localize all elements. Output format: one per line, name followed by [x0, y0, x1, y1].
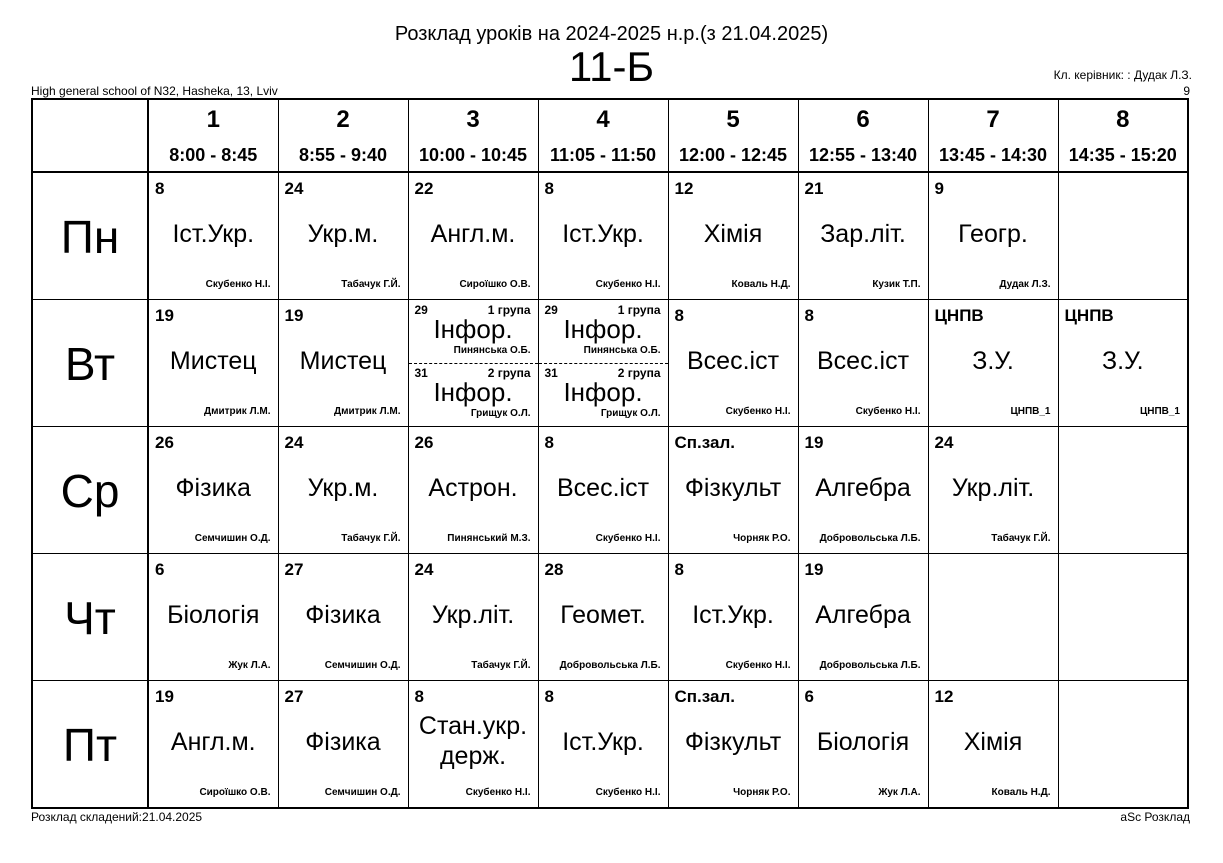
period-time: 12:55 - 13:40 [808, 145, 918, 165]
lesson-subject: Геомет. [560, 601, 646, 629]
lesson-room: 12 [674, 179, 694, 198]
lesson-cell [408, 554, 538, 681]
lesson-teacher: Дмитрик Л.М. [203, 406, 271, 417]
period-header-6 [798, 99, 928, 172]
lesson-cell [148, 681, 278, 809]
period-time: 11:05 - 11:50 [549, 145, 657, 165]
lesson-teacher: Семчишин О.Д. [324, 787, 401, 798]
class-teacher-number: 9 [1183, 84, 1190, 98]
lesson-subject: Біологія [167, 601, 260, 629]
lesson-cell [278, 681, 408, 809]
lesson-cell [928, 681, 1058, 809]
lesson-subject: Укр.літ. [951, 474, 1035, 502]
lesson-subject: Всес.іст [686, 347, 780, 375]
lesson-cell [798, 681, 928, 809]
lesson-group: 2 група [487, 366, 531, 380]
lesson-subject: Інфор. [433, 314, 513, 344]
period-time: 12:00 - 12:45 [678, 145, 788, 165]
empty-cell [1058, 427, 1188, 554]
lesson-room: 27 [284, 560, 304, 579]
period-number: 6 [856, 106, 870, 133]
lesson-teacher: Скубенко Н.І. [725, 406, 791, 417]
class-teacher: Кл. керівник: : Дудак Л.З. [1053, 68, 1192, 82]
lesson-subject: Хімія [703, 220, 763, 248]
lesson-cell [148, 172, 278, 300]
lesson-teacher: Пинянська О.Б. [583, 345, 661, 356]
lesson-teacher: Чорняк Р.О. [733, 787, 791, 798]
lesson-cell [668, 172, 798, 300]
lesson-teacher: Табачук Г.Й. [341, 533, 401, 544]
lesson-room: 27 [284, 687, 304, 706]
lesson-subject: Укр.м. [307, 474, 379, 502]
timetable-title: Розклад уроків на 2024-2025 н.р.(з 21.04.2025) [394, 23, 829, 45]
group-lesson [539, 363, 668, 426]
lesson-cell [148, 300, 278, 427]
lesson-room: 19 [804, 560, 824, 579]
lesson-subject: Англ.м. [430, 220, 516, 248]
lesson-room: 6 [155, 560, 165, 579]
lesson-subject: Укр.м. [307, 220, 379, 248]
lesson-room: 31 [544, 366, 558, 380]
day-name: Пн [60, 211, 120, 263]
lesson-teacher: Скубенко Н.І. [205, 279, 271, 290]
class-name: 11-Б [568, 43, 655, 90]
lesson-cell [148, 554, 278, 681]
period-header-8 [1058, 99, 1188, 172]
lesson-teacher: Дмитрик Л.М. [333, 406, 401, 417]
group-lesson [409, 363, 538, 426]
lesson-subject: Мистец [299, 347, 387, 375]
lesson-subject: Фізкульт [684, 728, 782, 756]
lesson-subject: Фізика [305, 601, 381, 629]
lesson-room: 19 [804, 433, 824, 452]
lesson-subject: Мистец [169, 347, 257, 375]
lesson-teacher: ЦНПВ_1 [1010, 406, 1051, 417]
created-date: Розклад складений:21.04.2025 [31, 810, 203, 824]
lesson-subject: З.У. [1101, 347, 1144, 375]
period-header-3 [408, 99, 538, 172]
lesson-subject: Іст.Укр. [562, 728, 644, 756]
lesson-room: 26 [155, 433, 174, 452]
period-header-5 [668, 99, 798, 172]
lesson-subject: Геогр. [958, 220, 1028, 248]
lesson-room: 8 [804, 306, 814, 325]
lesson-room: 8 [414, 687, 424, 706]
lesson-cell [668, 427, 798, 554]
lesson-teacher: Скубенко Н.І. [855, 406, 921, 417]
lesson-subject: Фізкульт [684, 474, 782, 502]
lesson-subject: Астрон. [428, 474, 518, 502]
lesson-room: ЦНПВ [934, 306, 984, 325]
lesson-teacher: Сироїшко О.В. [199, 787, 271, 798]
lesson-cell [928, 427, 1058, 554]
lesson-room: 8 [155, 179, 165, 198]
lesson-room: 29 [414, 303, 428, 317]
lesson-room: 8 [674, 560, 684, 579]
lesson-room: 19 [155, 687, 174, 706]
lesson-subject: Іст.Укр. [562, 220, 644, 248]
group-lesson [539, 300, 668, 364]
period-time: 14:35 - 15:20 [1068, 145, 1177, 165]
lesson-subject: Укр.літ. [431, 601, 515, 629]
lesson-teacher: Пинянська О.Б. [453, 345, 531, 356]
lesson-room: Сп.зал. [674, 687, 735, 706]
lesson-teacher: Грищук О.Л. [470, 408, 531, 419]
period-time: 8:00 - 8:45 [169, 145, 258, 165]
lesson-room: 8 [674, 306, 684, 325]
lesson-cell [538, 427, 668, 554]
lesson-cell [538, 681, 668, 809]
timetable-grid [31, 98, 1189, 809]
lesson-room: 8 [544, 433, 554, 452]
day-name-cell [32, 554, 148, 681]
lesson-cell [408, 427, 538, 554]
lesson-teacher: Табачук Г.Й. [471, 660, 531, 671]
lesson-room: 29 [544, 303, 558, 317]
lesson-cell [278, 554, 408, 681]
period-number: 5 [726, 106, 740, 133]
lesson-cell [928, 172, 1058, 300]
day-name-cell [32, 681, 148, 809]
lesson-cell [148, 427, 278, 554]
lesson-room: ЦНПВ [1064, 306, 1114, 325]
lesson-room: 6 [804, 687, 814, 706]
lesson-teacher: Жук Л.А. [878, 787, 921, 798]
period-header-4 [538, 99, 668, 172]
lesson-room: 8 [544, 179, 554, 198]
period-header-7 [928, 99, 1058, 172]
lesson-cell [668, 554, 798, 681]
lesson-teacher: Жук Л.А. [228, 660, 271, 671]
period-number: 4 [596, 106, 610, 133]
school-name: High general school of N32, Hasheka, 13, Lviv [31, 84, 278, 98]
day-name: Ср [60, 465, 120, 517]
period-number: 1 [206, 106, 220, 133]
day-row [32, 300, 1188, 427]
lesson-subject: Фізика [175, 474, 251, 502]
lesson-cell [668, 681, 798, 809]
lesson-room: 19 [284, 306, 304, 325]
lesson-room: 21 [804, 179, 824, 198]
lesson-cell [798, 427, 928, 554]
lesson-subject: З.У. [972, 347, 1014, 375]
lesson-teacher: Коваль Н.Д. [991, 787, 1051, 798]
lesson-teacher: Дудак Л.З. [999, 279, 1051, 290]
day-row [32, 427, 1188, 554]
lesson-group: 1 група [617, 303, 661, 317]
lesson-teacher: Чорняк Р.О. [733, 533, 791, 544]
period-header-row [32, 99, 1188, 172]
lesson-cell [408, 172, 538, 300]
lesson-room: 28 [544, 560, 564, 579]
lesson-teacher: Скубенко Н.І. [725, 660, 791, 671]
lesson-room: 24 [284, 179, 304, 198]
day-name-cell [32, 300, 148, 427]
period-number: 8 [1116, 106, 1130, 133]
lesson-cell [668, 300, 798, 427]
lesson-room: 31 [414, 366, 428, 380]
lesson-room: 26 [414, 433, 434, 452]
lesson-cell [538, 172, 668, 300]
lesson-cell [798, 554, 928, 681]
lesson-cell [278, 427, 408, 554]
lesson-subject: Інфор. [563, 314, 643, 344]
lesson-room: 24 [934, 433, 954, 452]
lesson-subject: Всес.іст [556, 474, 650, 502]
lesson-cell [798, 300, 928, 427]
lesson-room: 9 [934, 179, 944, 198]
lesson-teacher: Добровольська Л.Б. [819, 533, 921, 544]
lesson-teacher: Скубенко Н.І. [595, 787, 661, 798]
empty-cell [1058, 681, 1188, 809]
lesson-subject: Інфор. [563, 377, 643, 407]
lesson-teacher: Скубенко Н.І. [595, 533, 661, 544]
day-row [32, 172, 1188, 300]
lesson-room: Сп.зал. [674, 433, 735, 452]
lesson-teacher: Добровольська Л.Б. [819, 660, 921, 671]
lesson-subject: Інфор. [433, 377, 513, 407]
empty-cell [928, 554, 1058, 681]
lesson-teacher: Скубенко Н.І. [465, 787, 531, 798]
lesson-teacher: ЦНПВ_1 [1139, 406, 1180, 417]
lesson-teacher: Табачук Г.Й. [341, 279, 401, 290]
lesson-teacher: Табачук Г.Й. [991, 533, 1051, 544]
lesson-teacher: Добровольська Л.Б. [559, 660, 661, 671]
period-time: 10:00 - 10:45 [418, 145, 528, 165]
corner-cell [32, 99, 148, 172]
period-number: 2 [336, 106, 350, 133]
lesson-teacher: Кузик Т.П. [872, 279, 921, 290]
lesson-cell [928, 300, 1058, 427]
lesson-room: 12 [934, 687, 954, 706]
period-time: 8:55 - 9:40 [298, 145, 388, 165]
lesson-subject: Алгебра [815, 601, 911, 629]
day-name-cell [32, 427, 148, 554]
lesson-group: 2 група [617, 366, 661, 380]
lesson-cell [278, 300, 408, 427]
lesson-subject: Зар.літ. [820, 220, 906, 248]
lesson-cell [798, 172, 928, 300]
empty-cell [1058, 172, 1188, 300]
day-name: Вт [64, 338, 116, 390]
group-lesson [409, 300, 538, 364]
lesson-subject: Іст.Укр. [172, 220, 255, 248]
lesson-room: 24 [414, 560, 434, 579]
lesson-subject: Хімія [963, 728, 1023, 756]
lesson-subject: Біологія [816, 728, 910, 756]
lesson-cell [538, 554, 668, 681]
lesson-teacher: Грищук О.Л. [600, 408, 661, 419]
lesson-teacher: Сироїшко О.В. [459, 279, 531, 290]
lesson-room: 8 [544, 687, 554, 706]
lesson-cell [408, 681, 538, 809]
period-header-2 [278, 99, 408, 172]
lesson-room: 22 [414, 179, 434, 198]
lesson-cell [538, 300, 668, 427]
lesson-group: 1 група [487, 303, 531, 317]
lesson-teacher: Семчишин О.Д. [194, 533, 271, 544]
lesson-subject: Англ.м. [170, 728, 256, 756]
day-name: Пт [62, 719, 118, 771]
lesson-room: 24 [284, 433, 304, 452]
lesson-cell [1058, 300, 1188, 427]
lesson-subject: Алгебра [815, 474, 911, 502]
generator-label: aSc Розклад [1120, 810, 1190, 824]
day-name-cell [32, 172, 148, 300]
period-time: 13:45 - 14:30 [938, 145, 1048, 165]
lesson-subject: Всес.іст [816, 347, 910, 375]
period-number: 3 [466, 106, 480, 133]
day-row [32, 681, 1188, 809]
lesson-teacher: Семчишин О.Д. [324, 660, 401, 671]
period-number: 7 [986, 106, 1000, 133]
lesson-subject: Фізика [305, 728, 381, 756]
day-row [32, 554, 1188, 681]
lesson-teacher: Коваль Н.Д. [731, 279, 791, 290]
day-name: Чт [64, 592, 116, 644]
lesson-cell [278, 172, 408, 300]
lesson-teacher: Скубенко Н.І. [595, 279, 661, 290]
lesson-subject: Стан.укр. держ. [418, 712, 528, 770]
lesson-teacher: Пинянський М.З. [447, 533, 531, 544]
empty-cell [1058, 554, 1188, 681]
period-header-1 [148, 99, 278, 172]
lesson-subject: Іст.Укр. [692, 601, 774, 629]
lesson-room: 19 [155, 306, 174, 325]
lesson-cell [408, 300, 538, 427]
